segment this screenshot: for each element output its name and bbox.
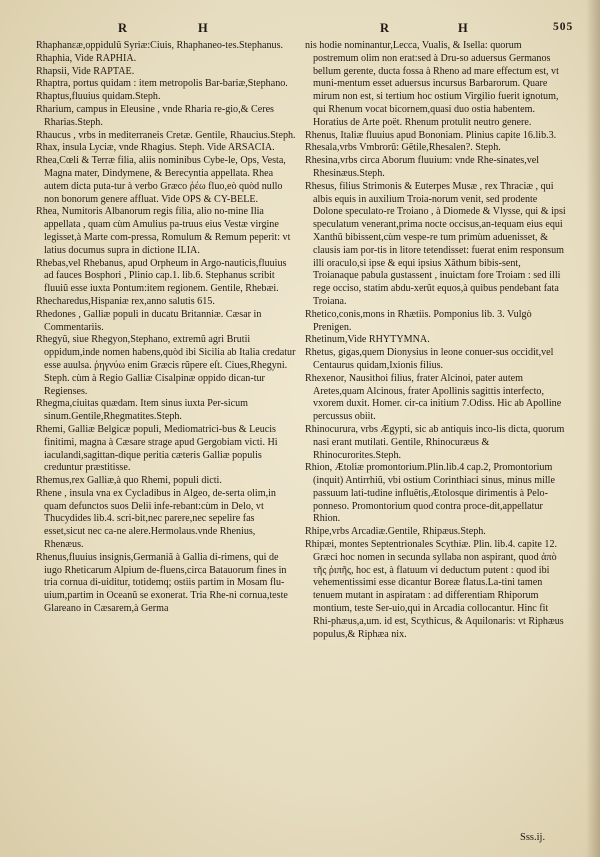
dictionary-entry: Rhion, Ætoliæ promontorium.Plin.lib.4 cap.2, Promontorium (inquit) Antirrhiũ, vbi ostium Corinthiaci sinus, minus mille passuum lati-tudine influẽtis,Ætolosque dirimentis à Pelo-ponneso. Promontorium quod contra proce-dit,appellatur Rhion.: [305, 462, 555, 525]
dictionary-entry: Rhaptus,fluuius quidam.Steph.: [36, 91, 161, 103]
dictionary-entry: Rhaphanεæ,oppidulũ Syriæ:Ciuis, Rhaphaneo-tes.Stephanus.: [36, 40, 284, 51]
page-edge-shadow: [586, 0, 600, 857]
dictionary-entry: Rhemus,rex Galliæ,à quo Rhemi, populi dicti.: [36, 475, 222, 487]
dictionary-entry: Rhaptra, portus quidam : item metropolis Bar-bariæ,Stephano.: [36, 78, 288, 90]
dictionary-entry: Rhetico,conis,mons in Rhætiis. Pomponius lib. 3. Vulgò Prenigen.: [305, 308, 532, 333]
dictionary-entry: Rhebas,vel Rhebanus, apud Orpheum in Argo-nauticis,fluuius ad fauces Bosphori , Plinio cap.1. lib.6. Stephanus scribit fluuiũ esse iuxta Pontum:item regionem. Gentile, Rhebæi.: [36, 257, 287, 295]
dictionary-entry: Rhetus, gigas,quem Dionysius in leone conuer-sus occidit,vel Centaurus quidam,Ixionis filius.: [305, 347, 554, 371]
dictionary-entry: Rhesina,vrbs circa Aborum fluuium: vnde Rhe-sinates,vel Rhesinæus.Steph.: [305, 155, 540, 179]
page-number: 505: [553, 21, 574, 33]
dictionary-entry: Rhipæi, montes Septentrionales Scythiæ. Plin. lib.4. capite 12. Græci hoc nomen in secunda syllaba non aspirant, quod ἀπὸ τῆς ῥιπῆς, hoc est, à flatuum vi deductum putent : quod ibi vehementissimi esse dicantur Boreæ flatus.La-tini tamen tenuem mutant in aspiratam : ad differentiam Rhiporum montium, teste Ser-uio,qui in Arcadia collocantur. Hinc fit Rhi-phæus,a,um. id est, Scythicus, & Aquilonaris: vt Riphæus populus,& Riphæa nix.: [305, 539, 564, 640]
running-head-right-letter-2: H: [458, 21, 469, 35]
dictionary-entry: Rharium, campus in Eleusine , vnde Rharia re-gio,& Ceres Rharias.Steph.: [36, 103, 274, 128]
dictionary-entry: Rhipe,vrbs Arcadiæ.Gentile, Rhipæus.Steph.: [305, 526, 486, 538]
dictionary-entry: Rhecharedus,Hispaniæ rex,anno salutis 615.: [36, 295, 215, 307]
dictionary-entry: Rhesala,vrbs Vmbrorũ: Gẽtile,Rhesalen?. Steph.: [305, 142, 501, 154]
dictionary-entry: Rhesus, filius Strimonis & Euterpes Musæ , rex Thraciæ , qui albis equis in auxilium Troia-norum venit, sed prodente Dolone speculato-re Troiano , à Diomede & Vlysse, qui & ipsi speculatum venerant,prima nocte occisus,an-tequam eius equi Xanthũ bibissent,cùm vespe-re tum primùm aduenisset, & clausis iam por-tis in litore tetendisset: fuerat enim responsum illi oraculo,si ipse & equi ipsius Xãthum bibis-sent, Troianaque pabula gustassent , inuictam fore Troiam : sed illi rege occiso, statim abdu-xerũt equos,à quibus pendebant fata Troiana.: [305, 180, 566, 307]
dictionary-entry: Rhegyũ, siue Rhegyon,Stephano, extremũ agri Brutii oppidum,inde nomen habens,quòd ibi Sicilia ab Italia credatur esse auulsa. ῥηγνύω enim Græcis rũpere eſt. Ciues,Rhegyni. Steph. cùm à Regio Galliæ Cisalpinæ oppido dican-tur Regienses.: [36, 334, 296, 397]
dictionary-entry: Rhemi, Galliæ Belgicæ populi, Mediomatrici-bus & Leucis finitimi, magna à Cæsare strage apud Gergobiam victi. Hi iaculandi,sagittan-dique peritia cæteris Galliæ populis creduntur præstitisse.: [36, 423, 278, 474]
dictionary-entry: Rhene , insula vna ex Cycladibus in Algeo, de-serta olim,in quam defunctos suos Delii infe-rebant:cùm in Delo, vt Thucydides lib.4. scri-bit,nec parere,nec sepelire fas esset,sicut nec ca-ne alere.Hermolaus.vnde Rhenius, Rhenæus.: [36, 487, 276, 551]
running-head-left-letter-2: H: [198, 21, 209, 35]
running-head-left-letter-1: R: [118, 21, 129, 35]
dictionary-entry: Rhetinum,Vide RHYTYMNA.: [305, 334, 430, 346]
dictionary-entry: Rhedones , Galliæ populi in ducatu Britanniæ. Cæsar in Commentariis.: [36, 308, 262, 333]
running-head-right-letter-1: R: [380, 21, 391, 35]
dictionary-entry-continued: nis hodie nominantur,Lecca, Vualis, & Isella: quorum postremum olim non erat:sed à Dru-so aduersus Germanos bellum gerente, ducta fossa à Rheno ad mare effectum est, vt muni-mentum esset aduersus incursus Barbarorum. Quare mirum non est, si tertium hoc ostium Virgilio fuerit ignotum, qui Rhenum vocat bicornem,quasi duo ostia habentem. Horatius de Arte poët. Rhenum protulit neutro genere.: [305, 40, 559, 128]
catchword: Sss.ij.: [520, 832, 546, 843]
dictionary-entry: Rhea, Numitoris Albanorum regis filia, alio no-mine Ilia appellata , quam cùm Amulius pa-truus eius Vestæ virgine legisset,à Marte com-pressa, Romulum & Remum peperit: vt latius documus supra in dictione ILIA.: [36, 206, 291, 256]
dictionary-entry: Rhexenor, Nausithoi filius, frater Alcinoi, pater autem Aretes,quam Alcinous, frater Apollinis sagittis interfecto, vxorem duxit. Homer. cir-ca initium 7.Odiss. Hic ab Apolline percussus obiit.: [305, 372, 562, 423]
dictionary-entry: Rhinocurura, vrbs Ægypti, sic ab antiquis inco-lis dicta, quorum nasi erant mutilati. Gentile, Rhinocuræus & Rhinocurorites.Steph.: [305, 423, 565, 461]
dictionary-entry: Rhegma,ciuitas quædam. Item sinus iuxta Per-sicum sinum.Gentile,Rhegmatites.Steph.: [36, 398, 249, 423]
left-column: [36, 40, 296, 616]
dictionary-entry: Rhaphia, Vide RAPHIA.: [36, 52, 137, 64]
dictionary-entry: Rhea,Cœli & Terræ filia, aliis nominibus Cybe-le, Ops, Vesta, Magna mater, Dindymene, & Berecyntia appellata. Rhea autem dicta puta-tur à verbo Græco ῥέω fluo,eò quòd nullo non bonorum genere affluat. Vide OPS & CY-BELE.: [36, 155, 286, 205]
dictionary-entry: Rhenus,fluuius insignis,Germaniã à Gallia di-rimens, qui de iugo Rheticarum Alpium de-fluens,circa Batauorum fines in tria cornua di-uiditur, totidemq; ostiis partim in Mosam flu-uium,partim in Oceanũ se exonerat. Tria Rhe-ni cornua,teste Glareano in Cæsarem,à Germa: [36, 551, 288, 615]
dictionary-entry: Rhapsii, Vide RAPTAE.: [36, 65, 135, 77]
dictionary-entry: Rhenus, Italiæ fluuius apud Bononiam. Plinius capite 16.lib.3.: [305, 129, 557, 141]
dictionary-entry: Rhax, insula Lyciæ, vnde Rhagius. Steph. Vide ARSACIA.: [36, 142, 275, 154]
dictionary-entry: Rhaucus , vrbs in mediterraneis Cretæ. Gentile, Rhaucius.Steph.: [36, 129, 296, 141]
right-column: [305, 40, 567, 641]
